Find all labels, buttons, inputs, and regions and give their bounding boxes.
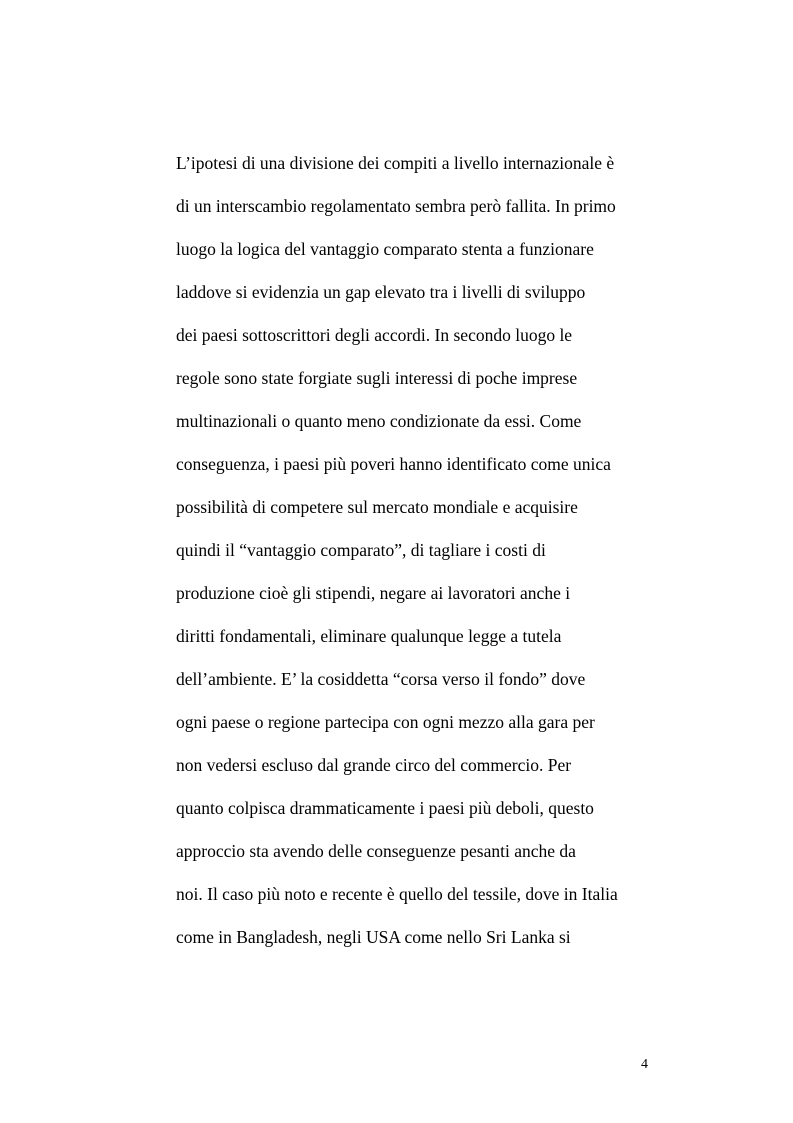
text-line: dell’ambiente. E’ la cosiddetta “corsa verso il fondo” dove	[176, 669, 586, 689]
text-line: approccio sta avendo delle conseguenze pesanti anche da	[176, 841, 576, 861]
text-line: laddove si evidenzia un gap elevato tra i livelli di sviluppo	[176, 282, 586, 302]
text-line: non vedersi escluso dal grande circo del commercio. Per	[176, 755, 572, 775]
body-text	[176, 148, 648, 965]
text-line: quanto colpisca drammaticamente i paesi più deboli, questo	[176, 798, 594, 818]
text-line: come in Bangladesh, negli USA come nello Sri Lanka si	[176, 927, 571, 947]
text-line: ogni paese o regione partecipa con ogni mezzo alla gara per	[176, 712, 595, 732]
text-line: luogo la logica del vantaggio comparato stenta a funzionare	[176, 239, 594, 259]
text-line: dei paesi sottoscrittori degli accordi. In secondo luogo le	[176, 325, 573, 345]
text-line: L’ipotesi di una divisione dei compiti a livello internazionale è	[176, 153, 615, 173]
page-number: 4	[641, 1057, 648, 1072]
text-line: conseguenza, i paesi più poveri hanno identificato come unica	[176, 454, 611, 474]
text-line: possibilità di competere sul mercato mondiale e acquisire	[176, 497, 578, 517]
text-line: multinazionali o quanto meno condizionate da essi. Come	[176, 411, 582, 431]
text-line: noi. Il caso più noto e recente è quello del tessile, dove in Italia	[176, 884, 618, 904]
text-line: produzione cioè gli stipendi, negare ai lavoratori anche i	[176, 583, 571, 603]
text-line: regole sono state forgiate sugli interessi di poche imprese	[176, 368, 578, 388]
text-line: di un interscambio regolamentato sembra però fallita. In primo	[176, 196, 616, 216]
text-line: quindi il “vantaggio comparato”, di tagliare i costi di	[176, 540, 546, 560]
text-line: diritti fondamentali, eliminare qualunque legge a tutela	[176, 626, 562, 646]
